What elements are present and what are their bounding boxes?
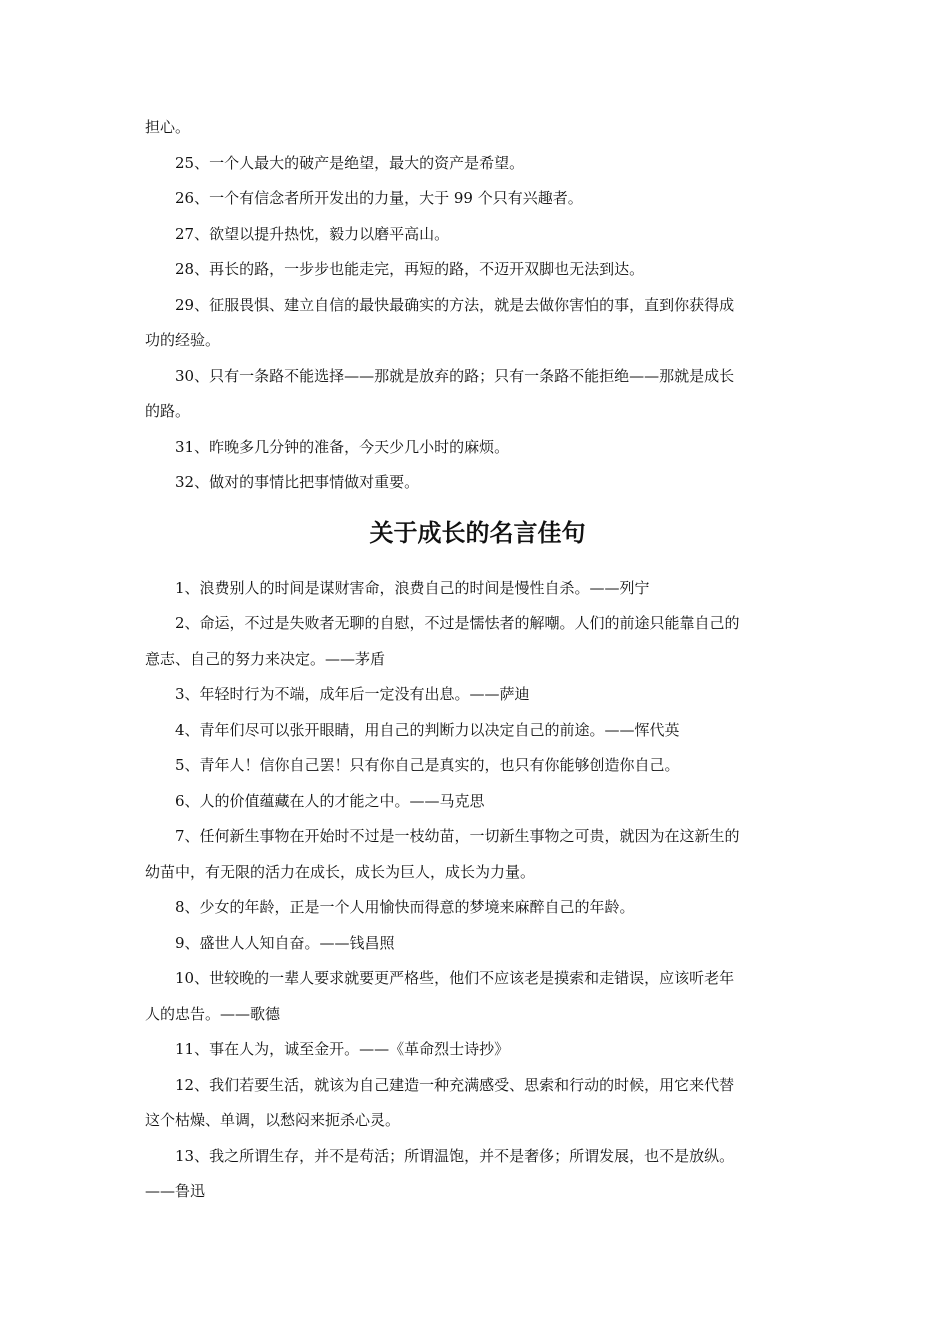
text-line: 3、年轻时行为不端，成年后一定没有出息。——萨迪 xyxy=(175,685,530,703)
text-line: 29、征服畏惧、建立自信的最快最确实的方法，就是去做你害怕的事，直到你获得成 xyxy=(175,295,735,314)
text-line: 意志、自己的努力来决定。——茅盾 xyxy=(145,649,386,668)
text-line: 30、只有一条路不能选择——那就是放弃的路；只有一条路不能拒绝——那就是成长 xyxy=(175,366,735,385)
text-line: 13、我之所谓生存，并不是苟活；所谓温饱，并不是奢侈；所谓发展，也不是放纵。 xyxy=(175,1146,735,1165)
text-line: 12、我们若要生活，就该为自己建造一种充满感受、思索和行动的时候，用它来代替 xyxy=(175,1075,735,1094)
text-line: 的路。 xyxy=(145,402,191,420)
text-line: 1、浪费别人的时间是谋财害命，浪费自己的时间是慢性自杀。——列宁 xyxy=(175,578,650,597)
quote-list-growth xyxy=(145,571,810,1210)
text-line: ——鲁迅 xyxy=(145,1182,206,1200)
text-line: 4、青年们尽可以张开眼睛，用自己的判断力以决定自己的前途。——恽代英 xyxy=(175,720,680,739)
text-line: 6、人的价值蕴藏在人的才能之中。——马克思 xyxy=(175,791,485,810)
text-line: 5、青年人！信你自己罢！只有你自己是真实的，也只有你能够创造你自己。 xyxy=(175,756,680,774)
text-line: 31、昨晚多几分钟的准备，今天少几小时的麻烦。 xyxy=(175,437,510,456)
text-line: 功的经验。 xyxy=(145,331,221,349)
text-line: 10、世较晚的一辈人要求就要更严格些，他们不应该老是摸索和走错误，应该听老年 xyxy=(175,969,735,987)
text-line: 担心。 xyxy=(145,118,191,136)
quote-list-continued xyxy=(145,110,810,501)
text-line: 8、少女的年龄，正是一个人用愉快而得意的梦境来麻醉自己的年龄。 xyxy=(175,898,635,916)
text-line: 幼苗中，有无限的活力在成长，成长为巨人，成长为力量。 xyxy=(145,862,536,881)
document-body xyxy=(145,110,810,1210)
text-line: 28、再长的路，一步步也能走完，再短的路，不迈开双脚也无法到达。 xyxy=(175,260,645,278)
text-line: 27、欲望以提升热忱，毅力以磨平高山。 xyxy=(175,224,450,243)
text-line: 26、一个有信念者所开发出的力量，大于 99 个只有兴趣者。 xyxy=(175,189,583,207)
text-line: 9、盛世人人知自奋。——钱昌照 xyxy=(175,933,395,952)
section-title: 关于成长的名言佳句 xyxy=(369,518,586,547)
text-line: 2、命运，不过是失败者无聊的自慰，不过是懦怯者的解嘲。人们的前途只能靠自己的 xyxy=(175,614,740,632)
text-line: 32、做对的事情比把事情做对重要。 xyxy=(175,473,420,491)
text-line: 11、事在人为，诚至金开。——《革命烈士诗抄》 xyxy=(175,1040,510,1058)
text-line: 25、一个人最大的破产是绝望，最大的资产是希望。 xyxy=(175,153,525,172)
text-line: 7、任何新生事物在开始时不过是一枝幼苗，一切新生事物之可贵，就因为在这新生的 xyxy=(175,827,740,845)
text-line: 这个枯燥、单调，以愁闷来扼杀心灵。 xyxy=(145,1111,401,1129)
text-line: 人的忠告。——歌德 xyxy=(145,1004,281,1023)
